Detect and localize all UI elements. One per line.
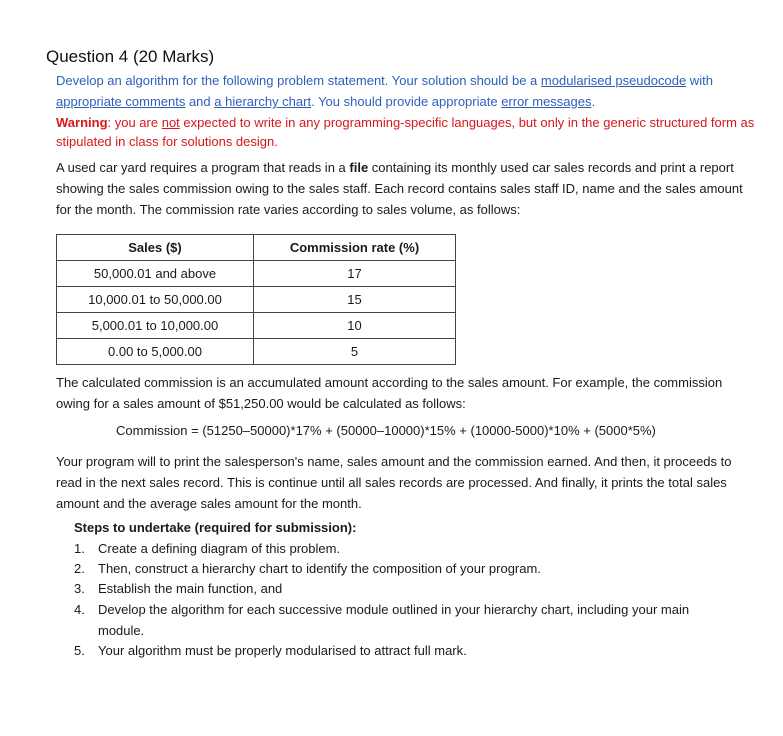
warning-text: expected to write in any programming-specific languages, but only in the generic structured form as stipulated in class for solutions design. [56,115,755,149]
output-paragraph: Your program will to print the salesperson's name, sales amount and the commission earned. And then, it proceeds to read in the next sales record. This is continue until all sales records are processed. And finally, it prints the total sales amount and the average sales amount for the month. [56,454,732,511]
table-cell-sales: 50,000.01 and above [57,261,254,287]
step-number: 2. [74,561,85,576]
problem-text: A used car yard requires a program that reads in a [56,160,350,175]
warning-paragraph [56,113,756,151]
intro-text: Develop an algorithm for the following problem statement. Your solution should be a [56,73,541,88]
table-header-sales: Sales ($) [57,235,254,261]
intro-link-hierarchy-chart: a hierarchy chart [214,94,312,109]
problem-bold-file: file [349,160,369,175]
table-cell-rate: 17 [254,261,456,287]
warning-not: not [161,115,180,130]
step-text: Establish the main function, and [98,581,283,596]
problem-text: containing its monthly used car sales records and print a report showing the sales commission owing to the sales staff. Each record contains sales staff ID, name and the sales amount for the month. The commission rate varies according to sales volume, as follows: [56,160,743,217]
table-row [57,313,456,339]
warning-label: Warning [56,115,108,130]
steps-list [56,539,736,661]
table-row [57,261,456,287]
steps-heading: Steps to undertake (required for submission): [74,520,357,535]
table-cell-rate: 5 [254,339,456,365]
problem-paragraph [56,157,756,220]
table-header-row [57,235,456,261]
step-number: 3. [74,581,85,596]
table-cell-rate: 15 [254,287,456,313]
commission-formula: Commission = (51250–50000)*17% + (50000–10000)*15% + (10000-5000)*10% + (5000*5%) [116,423,656,438]
list-item [56,599,736,641]
list-item [56,641,736,661]
list-item [56,579,736,599]
intro-text: . You should provide appropriate [311,94,502,109]
intro-link-pseudocode: modularised pseudocode [540,73,687,88]
table-cell-sales: 10,000.01 to 50,000.00 [57,287,254,313]
table-row [57,339,456,365]
step-text: Then, construct a hierarchy chart to identify the composition of your program. [98,561,541,576]
intro-link-comments: appropriate comments [56,94,186,109]
table-header-rate: Commission rate (%) [254,235,456,261]
step-text: Create a defining diagram of this problem. [98,541,341,556]
intro-link-error-messages: error messages [501,94,592,109]
list-item [56,539,736,559]
table-cell-rate: 10 [254,313,456,339]
step-text: Develop the algorithm for each successive module outlined in your hierarchy chart, including your main module. [98,602,690,638]
commission-table [56,234,456,365]
question-title: Question 4 (20 Marks) [46,47,215,66]
warning-text: : you are [107,115,162,130]
list-item [56,559,736,579]
step-number: 4. [74,602,85,617]
table-cell-sales: 5,000.01 to 10,000.00 [57,313,254,339]
table-cell-sales: 0.00 to 5,000.00 [57,339,254,365]
intro-text: . [591,94,596,109]
intro-paragraph [56,70,756,112]
calculation-paragraph: The calculated commission is an accumulated amount according to the sales amount. For example, the commission owing for a sales amount of $51,250.00 would be calculated as follows: [56,375,723,411]
step-number: 1. [74,541,85,556]
intro-text: and [185,94,215,109]
table-row [57,287,456,313]
step-text: Your algorithm must be properly modularised to attract full mark. [98,643,467,658]
intro-text: with [686,73,713,88]
step-number: 5. [74,643,85,658]
